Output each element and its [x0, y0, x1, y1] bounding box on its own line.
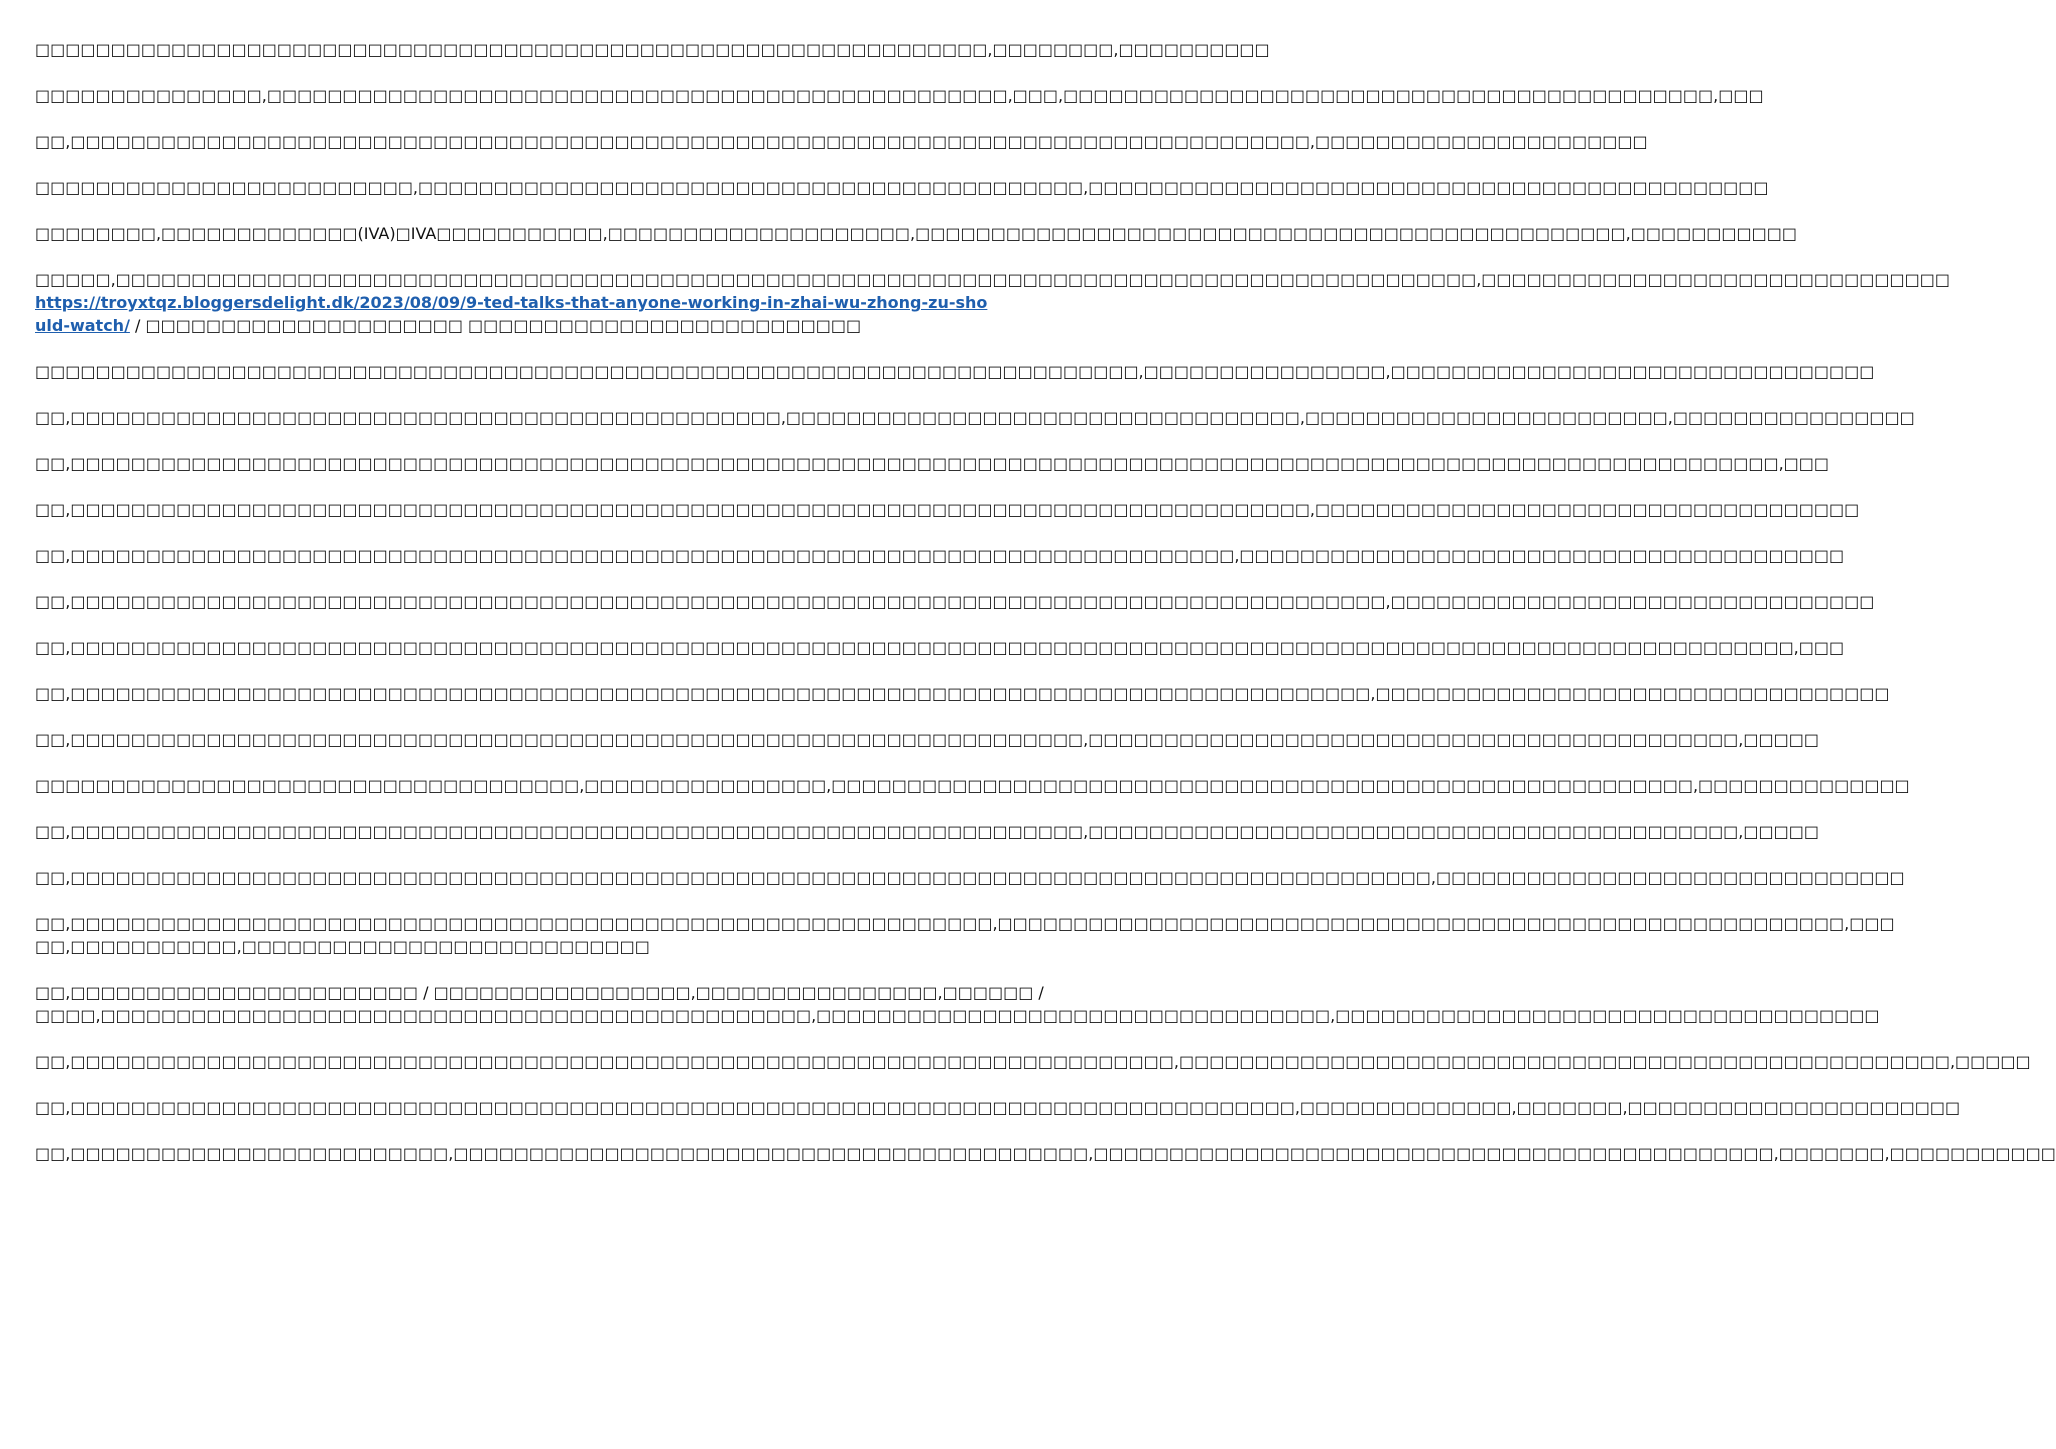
paragraph-19-line-2: □□,□□□□□□□□□□□,□□□□□□□□□□□□□□□□□□□□□□□□□□□ — [35, 937, 650, 956]
paragraph-21: □□,□□□□□□□□□□□□□□□□□□□□□□□□□□□□□□□□□□□□□□□□□□□□□□□□□□□□□□□□□□□□□□□□□□□□□□□□□,□□□□□□□□□□□□□□□□□□□□□□□□□□□□□□□□□□□□□□□□□□□□□□□□□□□,□□□□□ — [35, 1052, 2031, 1071]
paragraph-19-line-1: □□,□□□□□□□□□□□□□□□□□□□□□□□□□□□□□□□□□□□□□□□□□□□□□□□□□□□□□□□□□□□□□,□□□□□□□□□□□□□□□□□□□□□□□□□□□□□□□□□□□□□□□□□□□□□□□□□□□□□□□□,□□□ — [35, 914, 1895, 933]
paragraph-with-link — [35, 268, 1950, 337]
paragraph-1: □□□□□□□□□□□□□□□□□□□□□□□□□□□□□□□□□□□□□□□□□□□□□□□□□□□□□□□□□□□□□□□,□□□□□□□□,□□□□□□□□□□ — [35, 40, 1270, 59]
paragraph-link-after: / □□□□□□□□□□□□□□□□□□□□□ □□□□□□□□□□□□□□□□□□□□□□□□□□ — [129, 316, 862, 335]
paragraph-4: □□□□□□□□□□□□□□□□□□□□□□□□□,□□□□□□□□□□□□□□□□□□□□□□□□□□□□□□□□□□□□□□□□□□□□,□□□□□□□□□□□□□□□□□□□□□□□□□□□□□□□□□□□□□□□□□□□□□ — [35, 178, 1769, 197]
paragraph-11: □□,□□□□□□□□□□□□□□□□□□□□□□□□□□□□□□□□□□□□□□□□□□□□□□□□□□□□□□□□□□□□□□□□□□□□□□□□□□□□□,□□□□□□□□□□□□□□□□□□□□□□□□□□□□□□□□□□□□□□□□ — [35, 546, 1845, 565]
paragraph-16: □□□□□□□□□□□□□□□□□□□□□□□□□□□□□□□□□□□□,□□□□□□□□□□□□□□□□,□□□□□□□□□□□□□□□□□□□□□□□□□□□□□□□□□□□□□□□□□□□□□□□□□□□□□□□□□,□□□□□□□□□□□□□□ — [35, 776, 1910, 795]
document-body — [35, 38, 2056, 1188]
paragraph-7: □□□□□□□□□□□□□□□□□□□□□□□□□□□□□□□□□□□□□□□□□□□□□□□□□□□□□□□□□□□□□□□□□□□□□□□□□,□□□□□□□□□□□□□□□□,□□□□□□□□□□□□□□□□□□□□□□□□□□□□□□□□ — [35, 362, 1875, 381]
external-link[interactable]: https://troyxtqz.bloggersdelight.dk/2023/08/09/9-ted-talks-that-anyone-working-in-zhai-wu-zhong-zu-should-watch/ — [35, 293, 988, 335]
paragraph-12: □□,□□□□□□□□□□□□□□□□□□□□□□□□□□□□□□□□□□□□□□□□□□□□□□□□□□□□□□□□□□□□□□□□□□□□□□□□□□□□□□□□□□□□□□□,□□□□□□□□□□□□□□□□□□□□□□□□□□□□□□□□ — [35, 592, 1875, 611]
paragraph-15: □□,□□□□□□□□□□□□□□□□□□□□□□□□□□□□□□□□□□□□□□□□□□□□□□□□□□□□□□□□□□□□□□□□□□□,□□□□□□□□□□□□□□□□□□□□□□□□□□□□□□□□□□□□□□□□□□□,□□□□□ — [35, 730, 1819, 749]
paragraph-14: □□,□□□□□□□□□□□□□□□□□□□□□□□□□□□□□□□□□□□□□□□□□□□□□□□□□□□□□□□□□□□□□□□□□□□□□□□□□□□□□□□□□□□□□□,□□□□□□□□□□□□□□□□□□□□□□□□□□□□□□□□□□ — [35, 684, 1890, 703]
paragraph-18: □□,□□□□□□□□□□□□□□□□□□□□□□□□□□□□□□□□□□□□□□□□□□□□□□□□□□□□□□□□□□□□□□□□□□□□□□□□□□□□□□□□□□□□□□□□□□,□□□□□□□□□□□□□□□□□□□□□□□□□□□□□□□ — [35, 868, 1905, 887]
paragraph-9: □□,□□□□□□□□□□□□□□□□□□□□□□□□□□□□□□□□□□□□□□□□□□□□□□□□□□□□□□□□□□□□□□□□□□□□□□□□□□□□□□□□□□□□□□□□□□□□□□□□□□□□□□□□□□□□□□□□□,□□□ — [35, 454, 1829, 473]
paragraph-3: □□,□□□□□□□□□□□□□□□□□□□□□□□□□□□□□□□□□□□□□□□□□□□□□□□□□□□□□□□□□□□□□□□□□□□□□□□□□□□□□□□□□□,□□□□□□□□□□□□□□□□□□□□□□ — [35, 132, 1648, 151]
paragraph-17: □□,□□□□□□□□□□□□□□□□□□□□□□□□□□□□□□□□□□□□□□□□□□□□□□□□□□□□□□□□□□□□□□□□□□□,□□□□□□□□□□□□□□□□□□□□□□□□□□□□□□□□□□□□□□□□□□□,□□□□□ — [35, 822, 1819, 841]
paragraph-20-line-2: □□□□,□□□□□□□□□□□□□□□□□□□□□□□□□□□□□□□□□□□□□□□□□□□□□□□,□□□□□□□□□□□□□□□□□□□□□□□□□□□□□□□□□□,□□□□□□□□□□□□□□□□□□□□□□□□□□□□□□□□□□□□ — [35, 1006, 1880, 1025]
paragraph-20 — [35, 981, 1880, 1027]
paragraph-link-before: □□□□□,□□□□□□□□□□□□□□□□□□□□□□□□□□□□□□□□□□□□□□□□□□□□□□□□□□□□□□□□□□□□□□□□□□□□□□□□□□□□□□□□□□□□□□□□□□,□□□□□□□□□□□□□□□□□□□□□□□□□□□□□□□ — [35, 270, 1950, 289]
paragraph-10: □□,□□□□□□□□□□□□□□□□□□□□□□□□□□□□□□□□□□□□□□□□□□□□□□□□□□□□□□□□□□□□□□□□□□□□□□□□□□□□□□□□□□,□□□□□□□□□□□□□□□□□□□□□□□□□□□□□□□□□□□□ — [35, 500, 1860, 519]
paragraph-19 — [35, 912, 1895, 958]
paragraph-13: □□,□□□□□□□□□□□□□□□□□□□□□□□□□□□□□□□□□□□□□□□□□□□□□□□□□□□□□□□□□□□□□□□□□□□□□□□□□□□□□□□□□□□□□□□□□□□□□□□□□□□□□□□□□□□□□□□□□□,□□□ — [35, 638, 1845, 657]
paragraph-20-line-1: □□,□□□□□□□□□□□□□□□□□□□□□□□ / □□□□□□□□□□□□□□□□□,□□□□□□□□□□□□□□□□,□□□□□□ / — [35, 983, 1044, 1002]
paragraph-23: □□,□□□□□□□□□□□□□□□□□□□□□□□□□,□□□□□□□□□□□□□□□□□□□□□□□□□□□□□□□□□□□□□□□□□□,□□□□□□□□□□□□□□□□□□□□□□□□□□□□□□□□□□□□□□□□□□□□□,□□□□□□□,□□□□□□□□□□□ — [35, 1144, 2056, 1163]
paragraph-5: □□□□□□□□,□□□□□□□□□□□□□(IVA)□IVA□□□□□□□□□□□,□□□□□□□□□□□□□□□□□□□□,□□□□□□□□□□□□□□□□□□□□□□□□□□□□□□□□□□□□□□□□□□□□□□□,□□□□□□□□□□□ — [35, 224, 1798, 243]
paragraph-22: □□,□□□□□□□□□□□□□□□□□□□□□□□□□□□□□□□□□□□□□□□□□□□□□□□□□□□□□□□□□□□□□□□□□□□□□□□□□□□□□□□□□,□□□□□□□□□□□□□□,□□□□□□□,□□□□□□□□□□□□□□□□□□□□□□ — [35, 1098, 1961, 1117]
paragraph-8: □□,□□□□□□□□□□□□□□□□□□□□□□□□□□□□□□□□□□□□□□□□□□□□□□□,□□□□□□□□□□□□□□□□□□□□□□□□□□□□□□□□□□,□□□□□□□□□□□□□□□□□□□□□□□□,□□□□□□□□□□□□□□□□ — [35, 408, 1915, 427]
paragraph-2: □□□□□□□□□□□□□□□,□□□□□□□□□□□□□□□□□□□□□□□□□□□□□□□□□□□□□□□□□□□□□□□□□,□□□,□□□□□□□□□□□□□□□□□□□□□□□□□□□□□□□□□□□□□□□□□□□,□□□ — [35, 86, 1764, 105]
